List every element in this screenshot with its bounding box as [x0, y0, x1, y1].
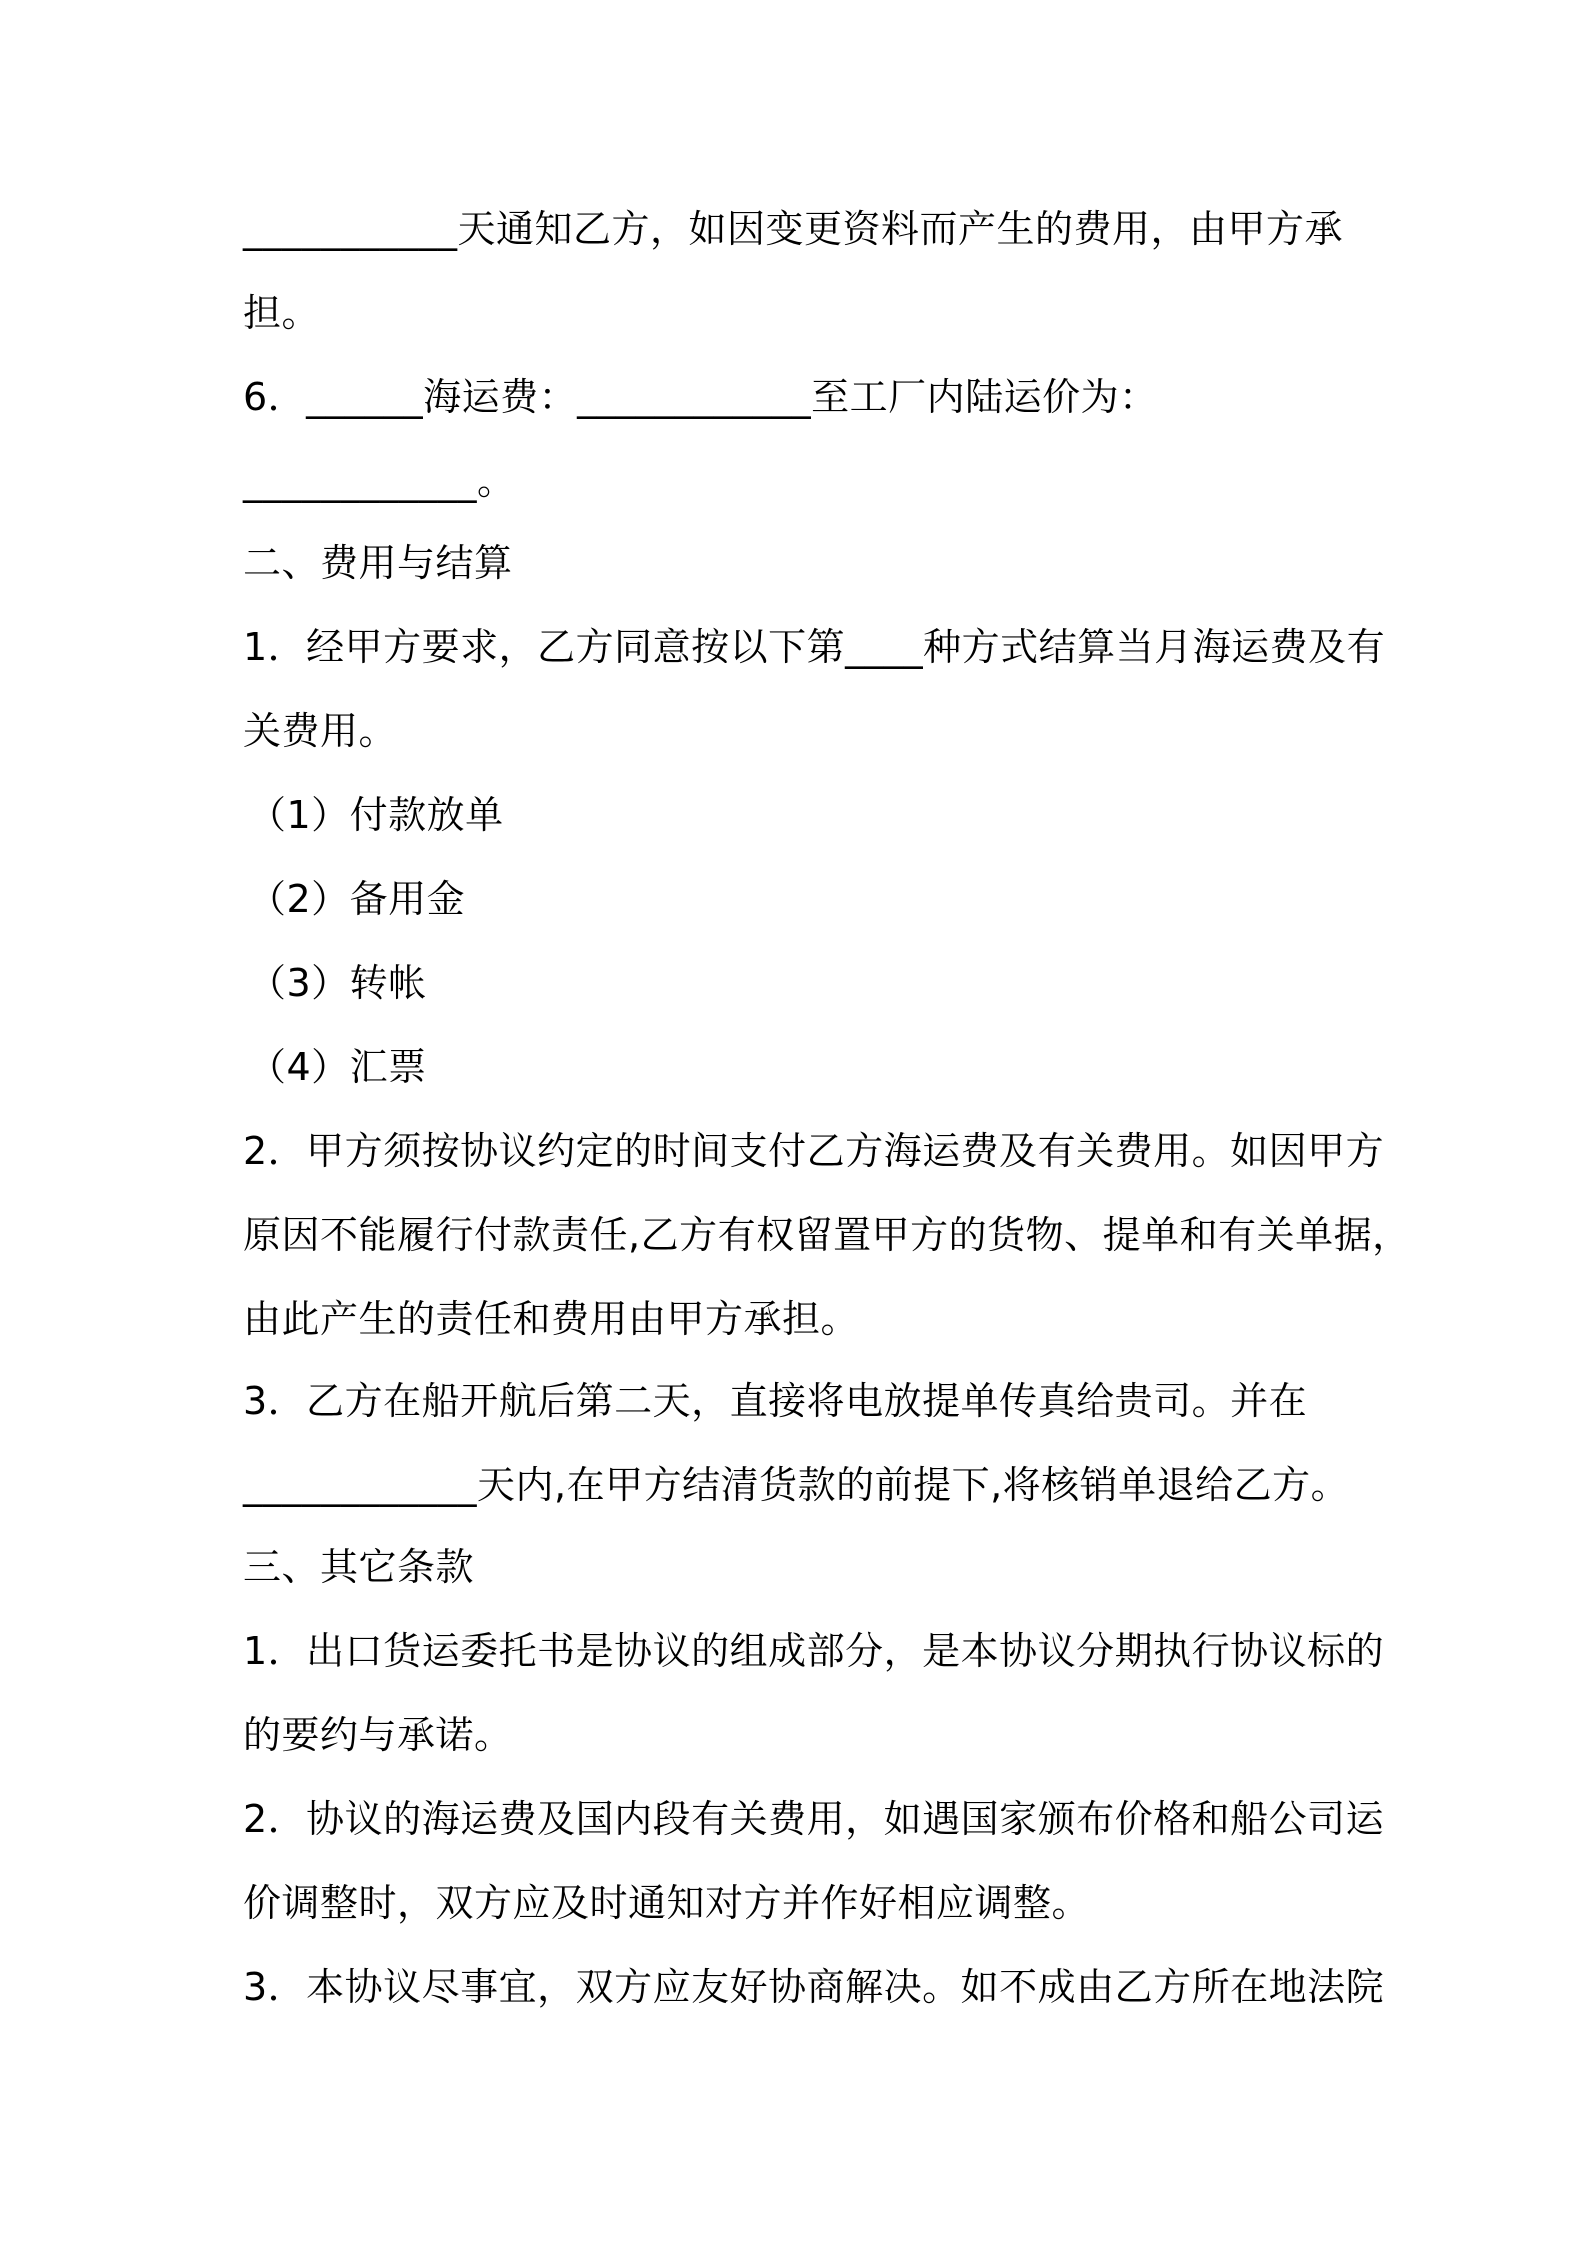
list-item: （1）付款放单 — [248, 793, 504, 837]
list-item: （3）转帐 — [248, 961, 427, 1005]
text-line: 2．甲方须按协议约定的时间支付乙方海运费及有关费用。如因甲方 — [243, 1129, 1385, 1173]
text-line: 担。 — [243, 291, 321, 335]
text-line: 原因不能履行付款责任,乙方有权留置甲方的货物、提单和有关单据， — [243, 1213, 1411, 1257]
text-line: 2．协议的海运费及国内段有关费用，如遇国家颁布价格和船公司运 — [243, 1797, 1385, 1841]
text-line: ____________天内,在甲方结清货款的前提下,将核销单退给乙方。 — [243, 1463, 1350, 1507]
text-line: ___________天通知乙方，如因变更资料而产生的费用，由甲方承 — [243, 207, 1344, 251]
text-line: 6．______海运费：____________至工厂内陆运价为： — [243, 375, 1158, 419]
section-heading: 二、费用与结算 — [243, 541, 513, 585]
text-line: 1．出口货运委托书是协议的组成部分，是本协议分期执行协议标的 — [243, 1629, 1385, 1673]
text-line: 3．本协议尽事宜，双方应友好协商解决。如不成由乙方所在地法院 — [243, 1965, 1385, 2009]
text-line: 由此产生的责任和费用由甲方承担。 — [243, 1297, 860, 1341]
text-line: ____________。 — [243, 459, 516, 503]
text-line: 价调整时，双方应及时通知对方并作好相应调整。 — [243, 1881, 1091, 1925]
text-line: 1．经甲方要求，乙方同意按以下第____种方式结算当月海运费及有 — [243, 625, 1386, 669]
section-heading: 三、其它条款 — [243, 1545, 475, 1589]
list-item: （4）汇票 — [248, 1045, 427, 1089]
text-line: 3．乙方在船开航后第二天，直接将电放提单传真给贵司。并在 — [243, 1379, 1308, 1423]
text-line: 的要约与承诺。 — [243, 1713, 513, 1757]
list-item: （2）备用金 — [248, 877, 466, 921]
text-line: 关费用。 — [243, 709, 398, 753]
